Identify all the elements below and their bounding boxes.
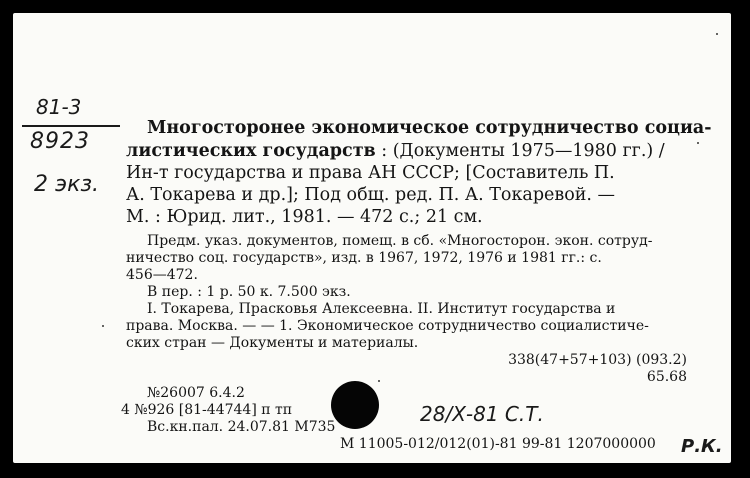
entry-line4: А. Токарева и др.]; Под общ. ред. П. А. Токаревой. — <box>126 185 616 205</box>
entry-line3: Ин-т государства и права АН СССР; [Составитель П. <box>126 163 615 183</box>
note-line1: Предм. указ. документов, помещ. в сб. «Многосторон. экон. сотруд- <box>147 233 653 249</box>
speck <box>697 142 699 144</box>
udc-code: 338(47+57+103) (093.2) <box>508 352 687 368</box>
bbk-code: 65.68 <box>646 369 687 385</box>
footer-code: М 11005-012/012(01)-81 99-81 1207000000 <box>340 436 656 452</box>
speck <box>102 325 104 327</box>
note-line7: ских стран — Документы и материалы. <box>126 335 419 351</box>
note-line2: ничество соц. государств», изд. в 1967, 1972, 1976 и 1981 гг.: с. <box>126 250 602 266</box>
entry-subtitle: : (Документы 1975—1980 гг.) / <box>375 141 665 161</box>
shelfmark-rule <box>22 125 120 127</box>
entry-line5: М. : Юрид. лит., 1981. — 472 с.; 21 см. <box>126 207 483 227</box>
punch-hole <box>331 381 379 429</box>
note-line6: права. Москва. — — 1. Экономическое сотрудничество социалистиче- <box>126 318 649 334</box>
footer-order: 4 №926 [81-44744] п тп <box>121 402 293 418</box>
speck <box>378 380 380 382</box>
shelfmark-bottom: 8923 <box>30 129 90 154</box>
note-line3: 456—472. <box>126 267 198 283</box>
entry-title-line2: листических государств <box>126 141 376 161</box>
footer-number: №26007 6.4.2 <box>147 385 245 401</box>
shelfmark-top: 81-3 <box>36 95 82 119</box>
entry-line2 <box>126 141 665 161</box>
footer-chamber: Вс.кн.пал. 24.07.81 М735 <box>147 419 336 435</box>
speck <box>716 33 718 35</box>
copies-note: 2 экз. <box>34 172 100 197</box>
entry-title-line1: Многосторонее экономическое сотрудничество социа- <box>147 118 712 138</box>
handwritten-initials: Р.К. <box>681 436 723 457</box>
note-line4: В пер. : 1 р. 50 к. 7.500 экз. <box>147 284 351 300</box>
handwritten-date: 28/Х-81 С.Т. <box>420 402 544 426</box>
note-line5: I. Токарева, Прасковья Алексеевна. II. Институт государства и <box>147 301 616 317</box>
